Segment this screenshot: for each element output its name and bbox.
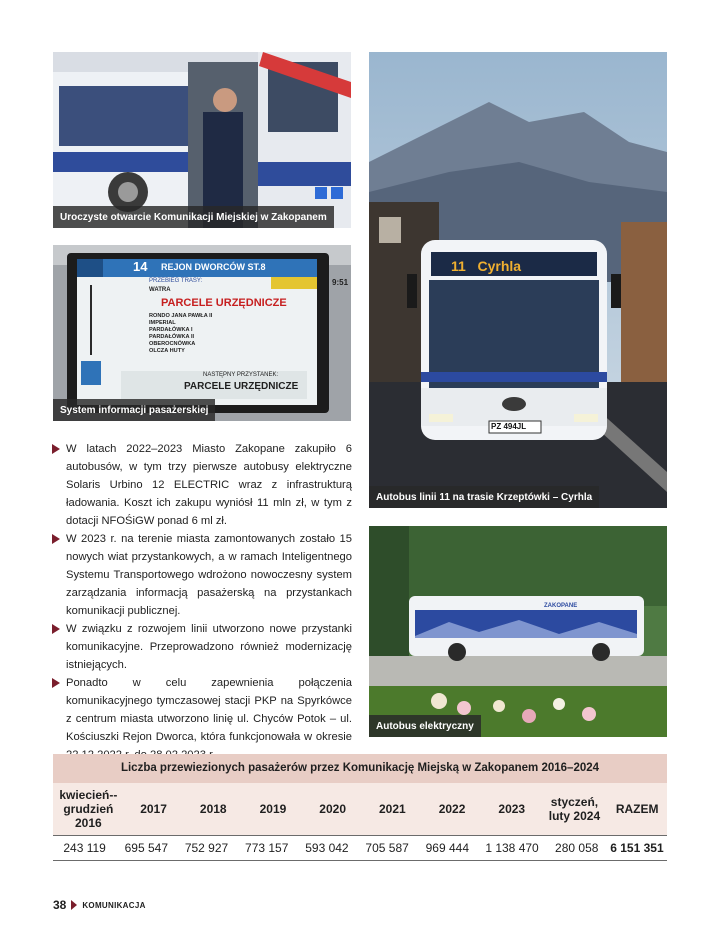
caption-info-system: System informacji pasażerskiej (53, 399, 215, 421)
bullet-item (52, 440, 352, 530)
display-stop: OBEROCNÓWKA (149, 341, 196, 347)
display-stop: PARDAŁÓWKA II (149, 334, 195, 340)
display-stop: IMPERIAL (149, 320, 176, 326)
display-stop: RONDO JANA PAWŁA II (149, 313, 213, 319)
caption-electric: Autobus elektryczny (369, 715, 481, 737)
bullet-text: W 2023 r. na terenie miasta zamontowanych zostało 15 nowych wiat przystankowych, a w ramach Inteligentnego Systemu Transportowego wdrożono nowoczesny system zarządzania informacją pasażerską na przystankach komunikacji publicznej. (66, 533, 352, 617)
bus-destination-display: 11 Cyrhla (451, 258, 522, 274)
display-route-name: REJON DWORCÓW ST.8 (161, 262, 266, 272)
photo-info-system (53, 245, 351, 421)
caption-opening: Uroczyste otwarcie Komunikacji Miejskiej w Zakopanem (53, 206, 334, 228)
photo-line-11-bus (369, 52, 667, 508)
bullet-text: W związku z rozwojem linii utworzono nowe przystanki komunikacyjne. Przeprowadzono również modernizację istniejących. (66, 623, 352, 671)
photo-electric-bus (369, 526, 667, 737)
bullet-list (52, 440, 352, 764)
table-header-cell: RAZEM (615, 802, 659, 816)
electric-bus-image (369, 526, 667, 737)
display-route-label: PRZEBIEG TRASY: (149, 278, 203, 284)
display-next-stop: PARCELE URZĘDNICZE (184, 381, 299, 392)
table-cell: 969 444 (425, 841, 470, 855)
bus-plate: PZ 494JL (491, 422, 527, 431)
page-footer (53, 898, 146, 912)
bullet-arrow-icon (52, 444, 60, 454)
table-header-cell: styczeń, luty 2024 (548, 795, 601, 823)
table-row (53, 836, 667, 861)
table-header-cell: 2022 (438, 802, 466, 816)
display-next-label: NASTĘPNY PRZYSTANEK: (203, 372, 279, 378)
table-cell: 705 587 (365, 841, 409, 855)
display-time: 9:51 (332, 278, 349, 287)
caption-line-11: Autobus linii 11 na trasie Krzeptówki – Cyrhla (369, 486, 599, 508)
section-name: KOMUNIKACJA (82, 900, 146, 910)
table-cell: 243 119 (63, 841, 106, 855)
opening-ceremony-image (53, 52, 351, 228)
photo-opening-ceremony (53, 52, 351, 228)
page-number: 38 (53, 898, 67, 912)
table-header-cell: 2017 (140, 802, 167, 816)
footer-arrow-icon (71, 900, 77, 910)
table-header-cell: 2021 (379, 802, 406, 816)
bullet-text: Ponadto w celu zapewnienia połączenia komunikacyjnego tymczasowej stacji PKP na Spyrkówce z centrum miasta utworzono linię ul. Chyców Potok – ul. Kościuszki Rejon Dworca, która funkcjonowała w okresie (66, 677, 352, 743)
passenger-stats-table (53, 754, 667, 861)
display-stop: PARDAŁÓWKA I (149, 327, 193, 333)
table-cell: 773 157 (245, 841, 289, 855)
table-header-cell: 2020 (319, 802, 346, 816)
bullet-item (52, 674, 352, 764)
display-first-stop: WATRA (149, 287, 171, 293)
electric-bus-side-text: ZAKOPANE (544, 603, 578, 609)
display-stops-list (149, 313, 212, 355)
table-header-cell: 2023 (498, 802, 526, 816)
display-stop: OLCZA HUTY (149, 348, 185, 354)
bullet-text: W latach 2022–2023 Miasto Zakopane zakupiło 6 autobusów, w tym trzy pierwsze autobusy elektryczne Solaris Urbino 12 ELECTRIC wraz z infrastrukturą ładowania. Koszt ich zakupu wyniósł 11 mln zł, w tym z dotacji NFOŚiGW ponad 6 ml zł. (66, 443, 352, 527)
bullet-arrow-icon (52, 678, 60, 688)
bullet-arrow-icon (52, 624, 60, 634)
table-header-cell: kwiecień--grudzień 2016 (59, 788, 118, 830)
bullet-item (52, 620, 352, 674)
table-cell: 752 927 (184, 841, 229, 855)
table-header-cell: 2019 (259, 802, 287, 816)
table-cell: 695 547 (124, 841, 168, 855)
table-title: Liczba przewiezionych pasażerów przez Komunikację Miejską w Zakopanem 2016–2024 (53, 754, 667, 783)
table-header-row (53, 783, 667, 836)
bullet-item (52, 530, 352, 620)
bullet-arrow-icon (52, 534, 60, 544)
display-current-stop: PARCELE URZĘDNICZE (161, 297, 287, 309)
display-line-number: 14 (133, 259, 148, 274)
table-header-cell: 2018 (199, 802, 227, 816)
table-cell-total: 6 151 351 (610, 841, 664, 855)
line-11-bus-image (369, 52, 667, 508)
table-cell: 1 138 470 (485, 841, 539, 855)
table-cell: 280 058 (555, 841, 599, 855)
table-cell: 593 042 (305, 841, 349, 855)
